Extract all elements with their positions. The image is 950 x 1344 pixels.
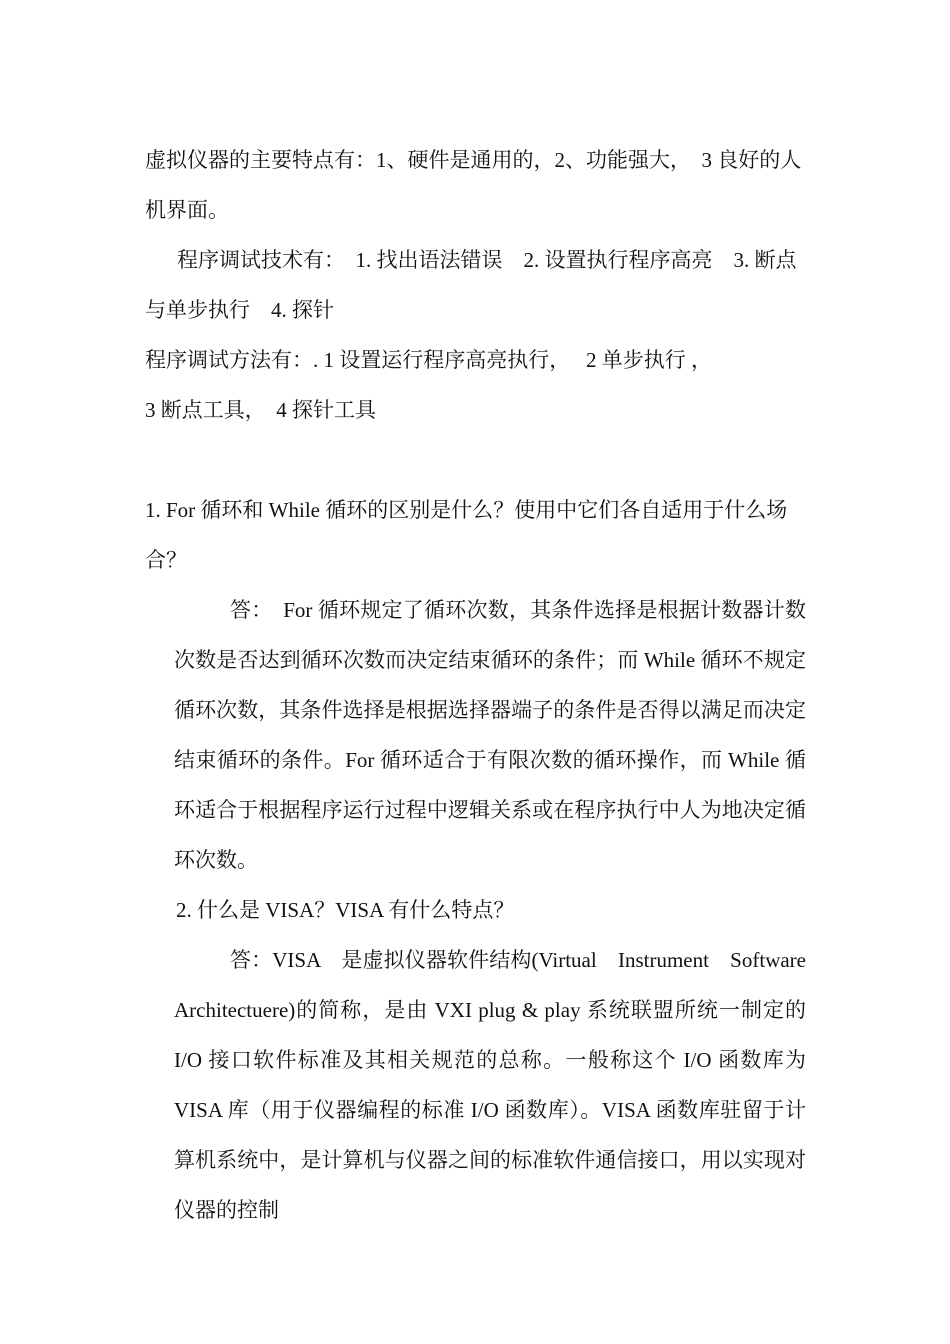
question-1: 1. For 循环和 While 循环的区别是什么？使用中它们各自适用于什么场合？ (145, 498, 788, 572)
paragraph-instrument-features: 虚拟仪器的主要特点有：1、硬件是通用的，2、功能强大， 3 良好的人机界面。 (145, 148, 802, 222)
question-2: 2. 什么是 VISA？VISA 有什么特点？ (176, 898, 515, 922)
answer-1: 答： For 循环规定了循环次数，其条件选择是根据计数器计数次数是否达到循环次数而决定结束循环的条件；而 While 循环不规定循环次数，其条件选择是根据选择器端子的条件是否得以满足而决定结束循环的条件。For 循环适合于有限次数的循环操作，而 While 循环适合于根据程序运行过程中逻辑关系或在程序执行中人为地决定循环次数。 (174, 598, 806, 872)
answer-2: 答：VISA 是虚拟仪器软件结构(Virtual Instrument Software Architectuere)的简称，是由 VXI plug & play 系统联盟所统一制定的 I/O 接口软件标准及其相关规范的总称。一般称这个 I/O 函数库为 VISA 库（用于仪器编程的标准 I/O 函数库）。VISA 函数库驻留于计算机系统中，是计算机与仪器之间的标准软件通信接口，用以实现对仪器的控制 (174, 948, 827, 1222)
paragraph-debug-techniques: 程序调试技术有： 1. 找出语法错误 2. 设置执行程序高亮 3. 断点与单步执行 4. 探针 (145, 248, 797, 322)
paragraph-debug-methods-line2: 3 断点工具， 4 探针工具 (145, 398, 376, 422)
paragraph-debug-methods-line1: 程序调试方法有：. 1 设置运行程序高亮执行， 2 单步执行 ， (145, 348, 712, 372)
